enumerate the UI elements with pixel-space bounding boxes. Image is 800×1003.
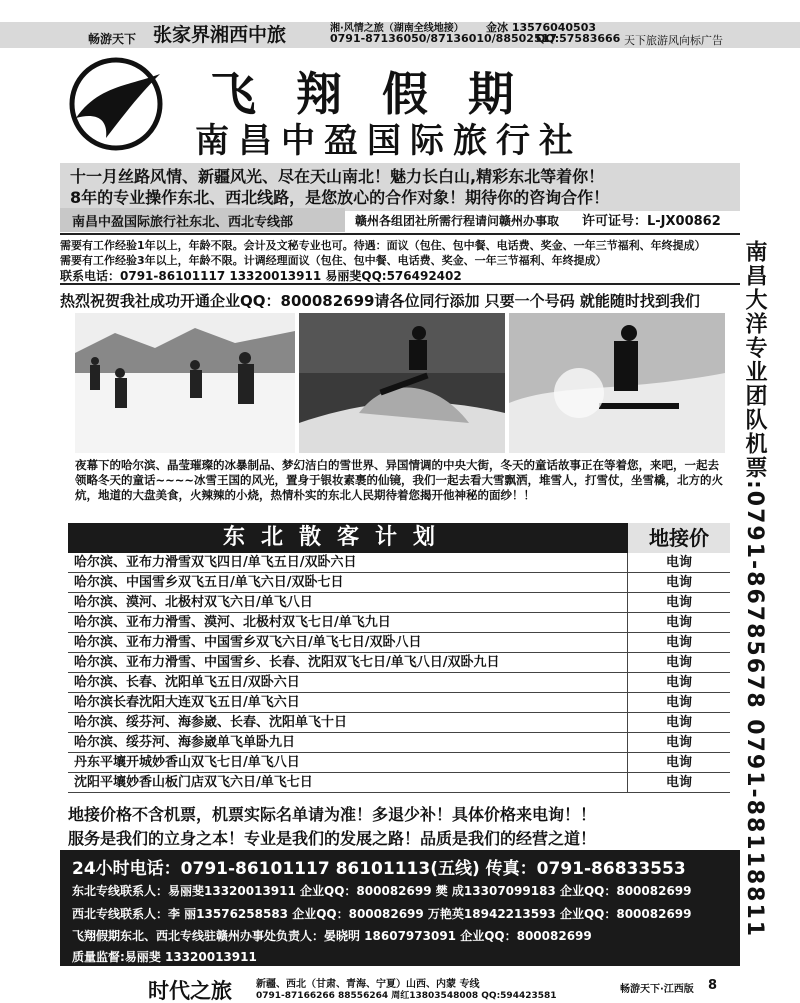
price-cell: 电询: [665, 595, 692, 610]
header-ad-tag: 天下旅游风向标广告: [624, 34, 723, 47]
table-row: [68, 553, 730, 573]
price-cell: 电询: [665, 775, 692, 790]
price-cell: 电询: [665, 695, 692, 710]
motto-note: 服务是我们的立身之本！专业是我们的发展之路！品质是我们的经营之道！: [68, 829, 597, 848]
photo-snowboard-jump: [299, 313, 505, 453]
route-cell: 哈尔滨长春沈阳大连双飞五日/单飞六日: [68, 693, 628, 712]
qq-announcement: 热烈祝贺我社成功开通企业QQ：800082699请各位同行添加 只要一个号码 就能随时找到我们: [60, 292, 700, 310]
header-title: 张家界湘西中旅: [153, 24, 287, 46]
price-cell: 电询: [665, 675, 692, 690]
photo-snowboard-spray: [509, 313, 725, 453]
route-cell: 哈尔滨、长春、沈阳单飞五日/双卧六日: [68, 673, 628, 692]
price-cell: 电询: [665, 555, 692, 570]
header-strip: [0, 0, 800, 50]
route-cell: 哈尔滨、亚布力滑雪、中国雪乡、长春、沈阳双飞七日/单飞八日/双卧九日: [68, 653, 628, 672]
route-cell: 哈尔滨、亚布力滑雪、漠河、北极村双飞七日/单飞九日: [68, 613, 628, 632]
header-phones: 0791-87136050/87136010/88502517: [330, 32, 557, 45]
route-cell: 哈尔滨、亚布力滑雪双飞四日/单飞五日/双卧六日: [68, 553, 628, 572]
header-route: 东北散客计划: [223, 525, 452, 550]
table-header: [68, 523, 730, 553]
table-row: [68, 573, 730, 593]
agency-name: 南昌中盈国际旅行社: [195, 121, 582, 161]
route-cell: 哈尔滨、绥芬河、海参崴、长春、沈阳单飞十日: [68, 713, 628, 732]
price-cell: 电询: [665, 655, 692, 670]
table-row: [68, 633, 730, 653]
route-cell: 哈尔滨、中国雪乡双飞五日/单飞六日/双卧七日: [68, 573, 628, 592]
contact-northwest: 西北专线联系人：李 丽13576258583 企业QQ：800082699 万艳英18942213593 企业QQ：800082699: [72, 907, 692, 921]
table-row: [68, 593, 730, 613]
footer-name: 时代之旅: [148, 979, 232, 1003]
contacts-box: [60, 850, 740, 966]
photo-strip: [75, 313, 725, 453]
table-row: [68, 693, 730, 713]
header-contact-name: 金冰 13576040503: [486, 21, 597, 34]
table-row: [68, 653, 730, 673]
footer-routes: 新疆、西北（甘肃、青海、宁夏）山西、内蒙 专线: [256, 979, 480, 990]
page-number: 8: [708, 978, 718, 993]
recruit-line-1: 需要有工作经验1年以上，年龄不限。会计及文秘专业也可。待遇：面议（包住、包中餐、电话费、奖金、一年三节福利、年终提成）: [60, 239, 706, 252]
price-cell: 电询: [665, 575, 692, 590]
promo-banner: [60, 163, 740, 211]
hero-title: 飞翔假期: [210, 67, 554, 121]
table-body: [68, 553, 730, 793]
table-row: [68, 773, 730, 793]
route-cell: 哈尔滨、漠河、北极村双飞六日/单飞八日: [68, 593, 628, 612]
route-cell: 哈尔滨、绥芬河、海参崴单飞单卧九日: [68, 733, 628, 752]
agency-logo-icon: [68, 56, 164, 152]
branch-note: 赣州各组团社所需行程请问赣州办事取: [355, 214, 560, 228]
banner-line-2: 8年的专业操作东北、西北线路，是您放心的合作对象！期待你的咨询合作！: [70, 188, 610, 207]
header-qq: QQ:57583666: [536, 32, 621, 45]
header-price: 地接价: [628, 523, 730, 553]
route-cell: 丹东平壤开城妙香山双飞七日/单飞八日: [68, 753, 628, 772]
route-cell: 沈阳平壤妙香山板门店双飞六日/单飞七日: [68, 773, 628, 792]
recruit-line-2: 需要有工作经验3年以上，年龄不限。计调经理面议（包住、包中餐、电话费、奖金、一年三节福利、年终提成）: [60, 254, 607, 267]
recruit-section: [60, 233, 740, 285]
contact-quality: 质量监督:易丽斐 13320013911: [72, 950, 257, 964]
header-slogan: 湘·风情之旅（湖南全线地接）: [330, 23, 464, 34]
price-cell: 电询: [665, 735, 692, 750]
contact-northeast: 东北专线联系人：易丽斐13320013911 企业QQ：800082699 樊 成13307099183 企业QQ：800082699: [72, 884, 692, 898]
table-row: [68, 753, 730, 773]
side-ad-vertical: 南昌大洋专业团队机票:0791-86785678 0791-88118811: [742, 240, 767, 939]
price-cell: 电询: [665, 715, 692, 730]
recruit-contact: 联系电话：0791-86101117 13320013911 易丽斐QQ:576492402: [60, 269, 462, 283]
table-row: [68, 613, 730, 633]
dept-row: [60, 208, 740, 232]
dept-name: 南昌中盈国际旅行社东北、西北专线部: [60, 208, 345, 232]
table-row: [68, 673, 730, 693]
route-cell: 哈尔滨、亚布力滑雪、中国雪乡双飞六日/单飞七日/双卧八日: [68, 633, 628, 652]
table-row: [68, 713, 730, 733]
description: 夜幕下的哈尔滨、晶莹璀璨的冰暴制品、梦幻洁白的雪世界、异国情调的中央大街，冬天的童话故事正在等着您，来吧，一起去领略冬天的童话~~~~冰雪王国的风光，置身于银妆素裹的仙镜，我们一起去看大雪飘洒，堆雪人，打雪仗，坐雪橇，北方的火炕，地道的大盘美食，火辣辣的小烧，热情朴实的东北人民期待着您揭开他神秘的面纱！！: [75, 458, 724, 502]
price-cell: 电询: [665, 635, 692, 650]
table-row: [68, 733, 730, 753]
banner-line-1: 十一月丝路风情、新疆风光、尽在天山南北！魅力长白山,精彩东北等着你！: [70, 167, 605, 186]
photo-skiers: [75, 313, 295, 453]
price-cell: 电询: [665, 615, 692, 630]
tour-table: [68, 523, 730, 793]
header-brand: 畅游天下: [88, 32, 137, 46]
footer-phones: 0791-87166266 88556264 周红13803548008 QQ:594423581: [256, 991, 557, 1001]
hotline: 24小时电话：0791-86101117 86101113(五线) 传真：0791-86833553: [72, 859, 686, 879]
price-cell: 电询: [665, 755, 692, 770]
price-note: 地接价格不含机票，机票实际名单请为准！多退少补！具体价格来电询！！: [68, 805, 597, 824]
contact-ganzhou: 飞翔假期东北、西北专线驻赣州办事处负责人：晏晓明 18607973091 企业QQ：800082699: [72, 929, 592, 943]
footer-issue: 畅游天下·江西版: [620, 984, 694, 995]
footer: [0, 970, 800, 1003]
license-number: 许可证号：L-JX00862: [582, 214, 721, 229]
